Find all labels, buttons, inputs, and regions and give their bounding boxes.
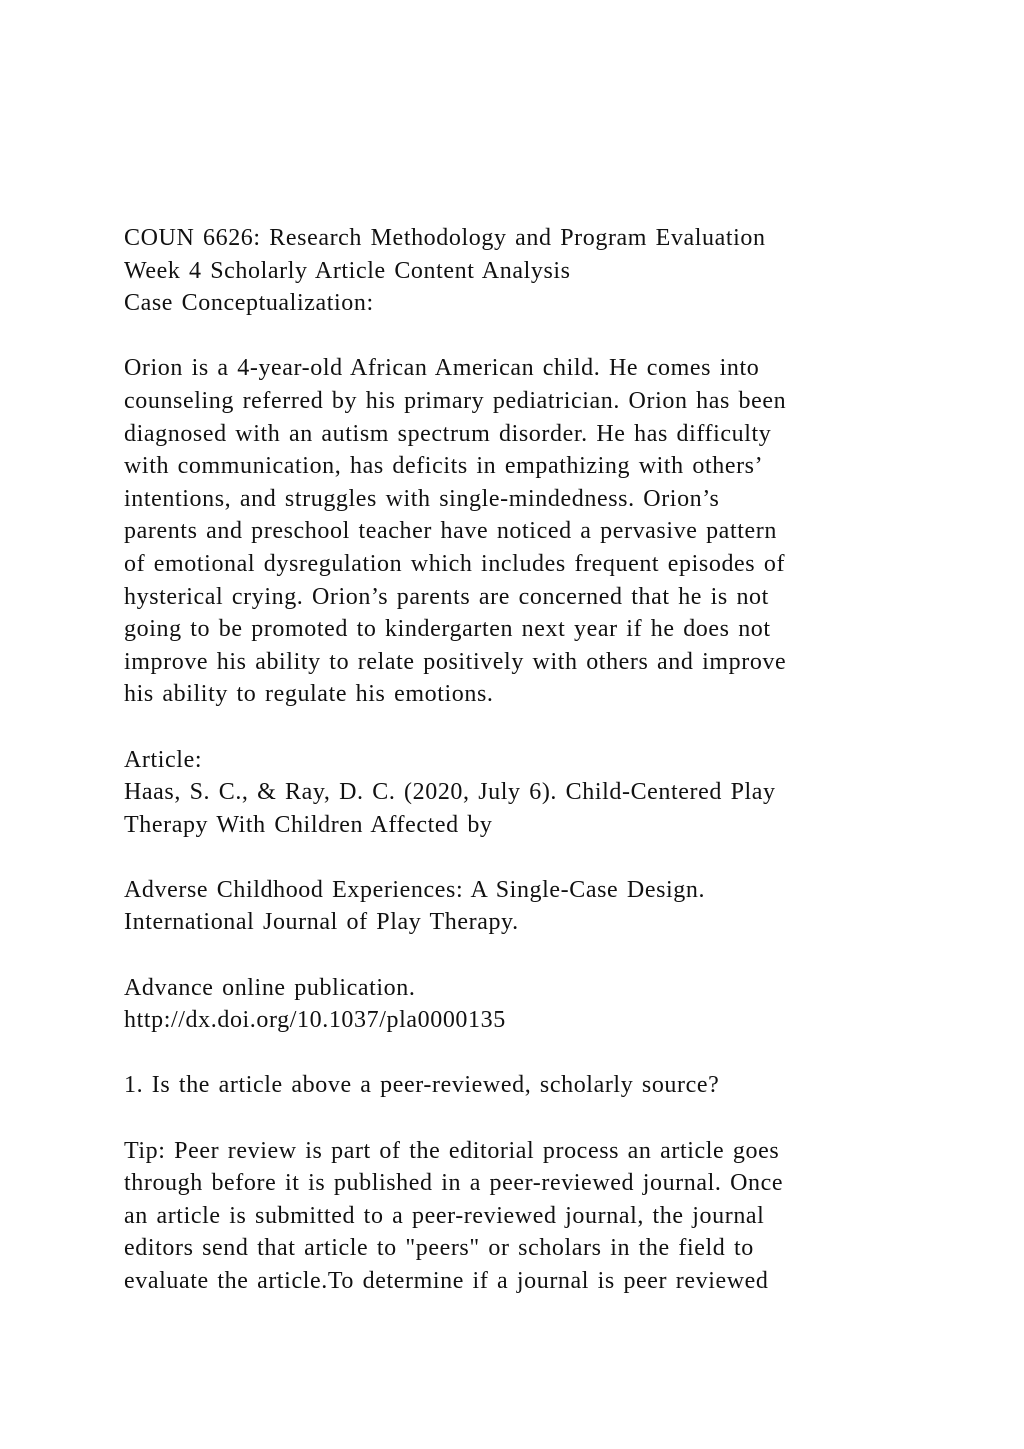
tip-line: through before it is published in a peer-reviewed journal. Once <box>124 1170 784 1197</box>
question-1: 1. Is the article above a peer-reviewed, scholarly source? <box>124 1072 720 1099</box>
doi-link: http://dx.doi.org/10.1037/pla0000135 <box>124 1007 506 1034</box>
document-page <box>124 222 924 1298</box>
case-line: hysterical crying. Orion’s parents are concerned that he is not <box>124 583 769 610</box>
case-line: diagnosed with an autism spectrum disorder. He has difficulty <box>124 420 772 447</box>
case-line: improve his ability to relate positively with others and improve <box>124 648 787 675</box>
tip-paragraph <box>124 1135 924 1298</box>
spacer <box>124 939 924 972</box>
case-line: parents and preschool teacher have noticed a pervasive pattern <box>124 518 777 545</box>
case-line: Orion is a 4-year-old African American child. He comes into <box>124 355 760 382</box>
case-line: of emotional dysregulation which includes frequent episodes of <box>124 550 786 577</box>
tip-line: evaluate the article.To determine if a journal is peer reviewed <box>124 1268 769 1294</box>
citation-line: Therapy With Children Affected by <box>124 811 493 838</box>
citation-line: Advance online publication. <box>124 974 416 1001</box>
case-line: with communication, has deficits in empathizing with others’ <box>124 453 764 480</box>
case-line: going to be promoted to kindergarten next year if he does not <box>124 616 771 643</box>
spacer <box>124 1102 924 1135</box>
citation-line: Adverse Childhood Experiences: A Single-Case Design. <box>124 876 706 903</box>
citation-line: Haas, S. C., & Ray, D. C. (2020, July 6). Child-Centered Play <box>124 779 776 806</box>
tip-line: editors send that article to "peers" or scholars in the field to <box>124 1235 754 1262</box>
spacer <box>124 711 924 744</box>
spacer <box>124 320 924 353</box>
assignment-title: Week 4 Scholarly Article Content Analysis <box>124 257 571 284</box>
article-label: Article: <box>124 746 203 773</box>
course-title: COUN 6626: Research Methodology and Program Evaluation <box>124 225 766 251</box>
tip-line: Tip: Peer review is part of the editorial process an article goes <box>124 1137 780 1164</box>
citation-line: International Journal of Play Therapy. <box>124 909 519 936</box>
case-line: his ability to regulate his emotions. <box>124 681 494 708</box>
case-line: counseling referred by his primary pediatrician. Orion has been <box>124 387 787 414</box>
case-line: intentions, and struggles with single-mindedness. Orion’s <box>124 485 720 512</box>
spacer <box>124 841 924 874</box>
article-citation <box>124 744 924 1037</box>
case-paragraph <box>124 352 924 711</box>
section-heading: Case Conceptualization: <box>124 290 374 317</box>
spacer <box>124 1037 924 1070</box>
tip-line: an article is submitted to a peer-reviewed journal, the journal <box>124 1202 765 1229</box>
